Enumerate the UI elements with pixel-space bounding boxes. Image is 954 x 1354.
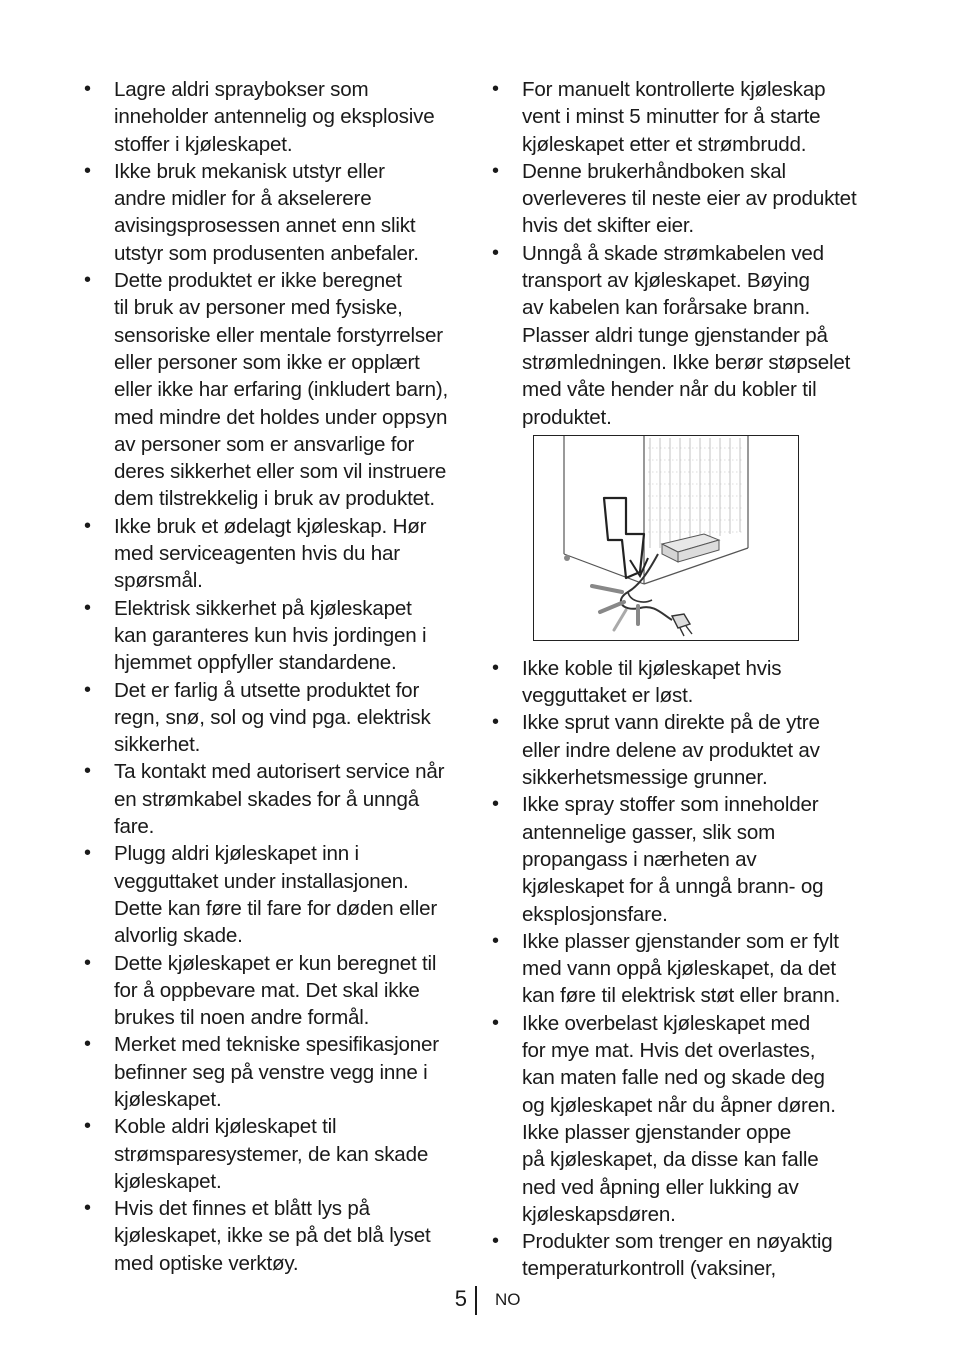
bullet-icon: • [84, 1197, 91, 1220]
list-item-text: Dette kjøleskapet er kun beregnet til for å oppbevare mat. Det skal ikke brukes til noen andre formål. [114, 951, 437, 1030]
bullet-icon: • [492, 159, 499, 182]
left-column [84, 76, 469, 1277]
list-item-text: Denne brukerhåndboken skal overleveres til neste eier av produktet hvis det skifter eier. [522, 159, 857, 238]
list-item [84, 677, 469, 759]
list-item-text: Elektrisk sikkerhet på kjøleskapet kan garanteres kun hvis jordingen i hjemmet oppfyller standardene. [114, 596, 427, 675]
bullet-list-left [84, 76, 469, 1277]
list-item [84, 76, 469, 158]
list-item [84, 1031, 469, 1113]
list-item [84, 1113, 469, 1195]
list-item [492, 709, 872, 791]
list-item-text: Koble aldri kjøleskapet til strømsparesystemer, de kan skade kjøleskapet. [114, 1115, 429, 1193]
footer-divider [475, 1286, 477, 1315]
bullet-icon: • [84, 760, 91, 783]
list-item [84, 758, 469, 840]
list-item [84, 595, 469, 677]
bullet-icon: • [84, 514, 91, 537]
page-footer [0, 1286, 954, 1316]
bullet-icon: • [84, 269, 91, 292]
list-item [84, 1195, 469, 1277]
list-item [492, 1010, 872, 1228]
list-item-text: Ikke koble til kjøleskapet hvis vegguttaket er løst. [522, 656, 782, 708]
list-item-text: Ikke overbelast kjøleskapet med for mye mat. Hvis det overlastes, kan maten falle ned og skade deg og kjøleskapet når du åpner døren. Ikke plasser gjenstander oppe på kjøleskapet, da disse kan falle ned ved åpning eller lukking av kjøleskapsdøren. [522, 1011, 836, 1226]
bullet-icon: • [84, 596, 91, 619]
list-item [84, 950, 469, 1032]
list-item [492, 76, 872, 158]
bullet-list-right-bottom [492, 655, 872, 1283]
bullet-icon: • [492, 793, 499, 816]
list-item [492, 240, 872, 431]
bullet-icon: • [84, 678, 91, 701]
list-item-text: Ikke sprut vann direkte på de ytre eller indre delene av produktet av sikkerhetsmessige grunner. [522, 711, 820, 790]
bullet-icon: • [492, 1011, 499, 1034]
list-item-text: Ikke plasser gjenstander som er fylt med vann oppå kjøleskapet, da det kan føre til elektrisk støt eller brann. [522, 929, 841, 1008]
bullet-icon: • [84, 1115, 91, 1138]
bullet-icon: • [492, 711, 499, 734]
bullet-icon: • [84, 78, 91, 100]
list-item [492, 655, 872, 710]
list-item-text: Produkter som trenger en nøyaktig temperaturkontroll (vaksiner, [522, 1230, 833, 1281]
page-number: 5 [454, 1286, 467, 1311]
power-cable-warning-illustration-icon [534, 436, 798, 640]
bullet-icon: • [492, 656, 499, 679]
list-item [84, 513, 469, 595]
bullet-icon: • [492, 241, 499, 264]
list-item-text: Ikke bruk mekanisk utstyr eller andre midler for å akselerere avisingsprosessen annet enn slikt utstyr som produsenten anbefaler. [114, 159, 419, 265]
list-item-text: For manuelt kontrollerte kjøleskap vent i minst 5 minutter for å starte kjøleskapet etter et strømbrudd. [522, 78, 826, 156]
bullet-icon: • [84, 159, 91, 182]
bullet-icon: • [492, 78, 499, 100]
list-item-text: Det er farlig å utsette produktet for regn, snø, sol og vind pga. elektrisk sikkerhet. [114, 678, 431, 757]
language-code: NO [495, 1290, 521, 1309]
bullet-icon: • [84, 951, 91, 974]
list-item [84, 267, 469, 513]
right-column [492, 76, 872, 1283]
list-item-text: Unngå å skade strømkabelen ved transport av kjøleskapet. Bøying av kabelen kan forårsake brann. Plasser aldri tunge gjenstander på strømledningen. Ikke berør støpselet med våte hender når du kobler til produktet. [522, 241, 851, 429]
list-item [84, 158, 469, 267]
bullet-icon: • [492, 1230, 499, 1253]
list-item [492, 1228, 872, 1283]
bullet-icon: • [492, 929, 499, 952]
list-item-text: Plugg aldri kjøleskapet inn i vegguttaket under installasjonen. Dette kan føre til fare for døden eller alvorlig skade. [114, 842, 437, 948]
list-item [84, 840, 469, 949]
list-item-text: Ikke bruk et ødelagt kjøleskap. Hør med serviceagenten hvis du har spørsmål. [114, 514, 427, 593]
bullet-icon: • [84, 842, 91, 865]
bullet-list-right-top [492, 76, 872, 431]
list-item [492, 791, 872, 927]
list-item-text: Lagre aldri spraybokser som inneholder antennelig og eksplosive stoffer i kjøleskapet. [114, 78, 435, 156]
bullet-icon: • [84, 1033, 91, 1056]
list-item [492, 158, 872, 240]
list-item-text: Ikke spray stoffer som inneholder antennelige gasser, slik som propangass i nærheten av kjøleskapet for å unngå brann- og eksplosjonsfare. [522, 793, 824, 926]
list-item [492, 928, 872, 1010]
list-item-text: Dette produktet er ikke beregnet til bruk av personer med fysiske, sensoriske eller mentale forstyrrelser eller personer som ikke er opplært eller ikke har erfaring (inkludert barn), med mindre det holdes under oppsyn av personer som er ansvarlige for deres sikkerhet eller som vil instruere dem tilstrekkelig i bruk av produktet. [114, 269, 449, 511]
list-item-text: Merket med tekniske spesifikasjoner befinner seg på venstre vegg inne i kjøleskapet. [114, 1033, 439, 1111]
power-cable-warning-figure [533, 435, 799, 641]
list-item-text: Hvis det finnes et blått lys på kjøleskapet, ikke se på det blå lyset med optiske verktøy. [114, 1197, 431, 1275]
list-item-text: Ta kontakt med autorisert service når en strømkabel skades for å unngå fare. [114, 760, 445, 839]
